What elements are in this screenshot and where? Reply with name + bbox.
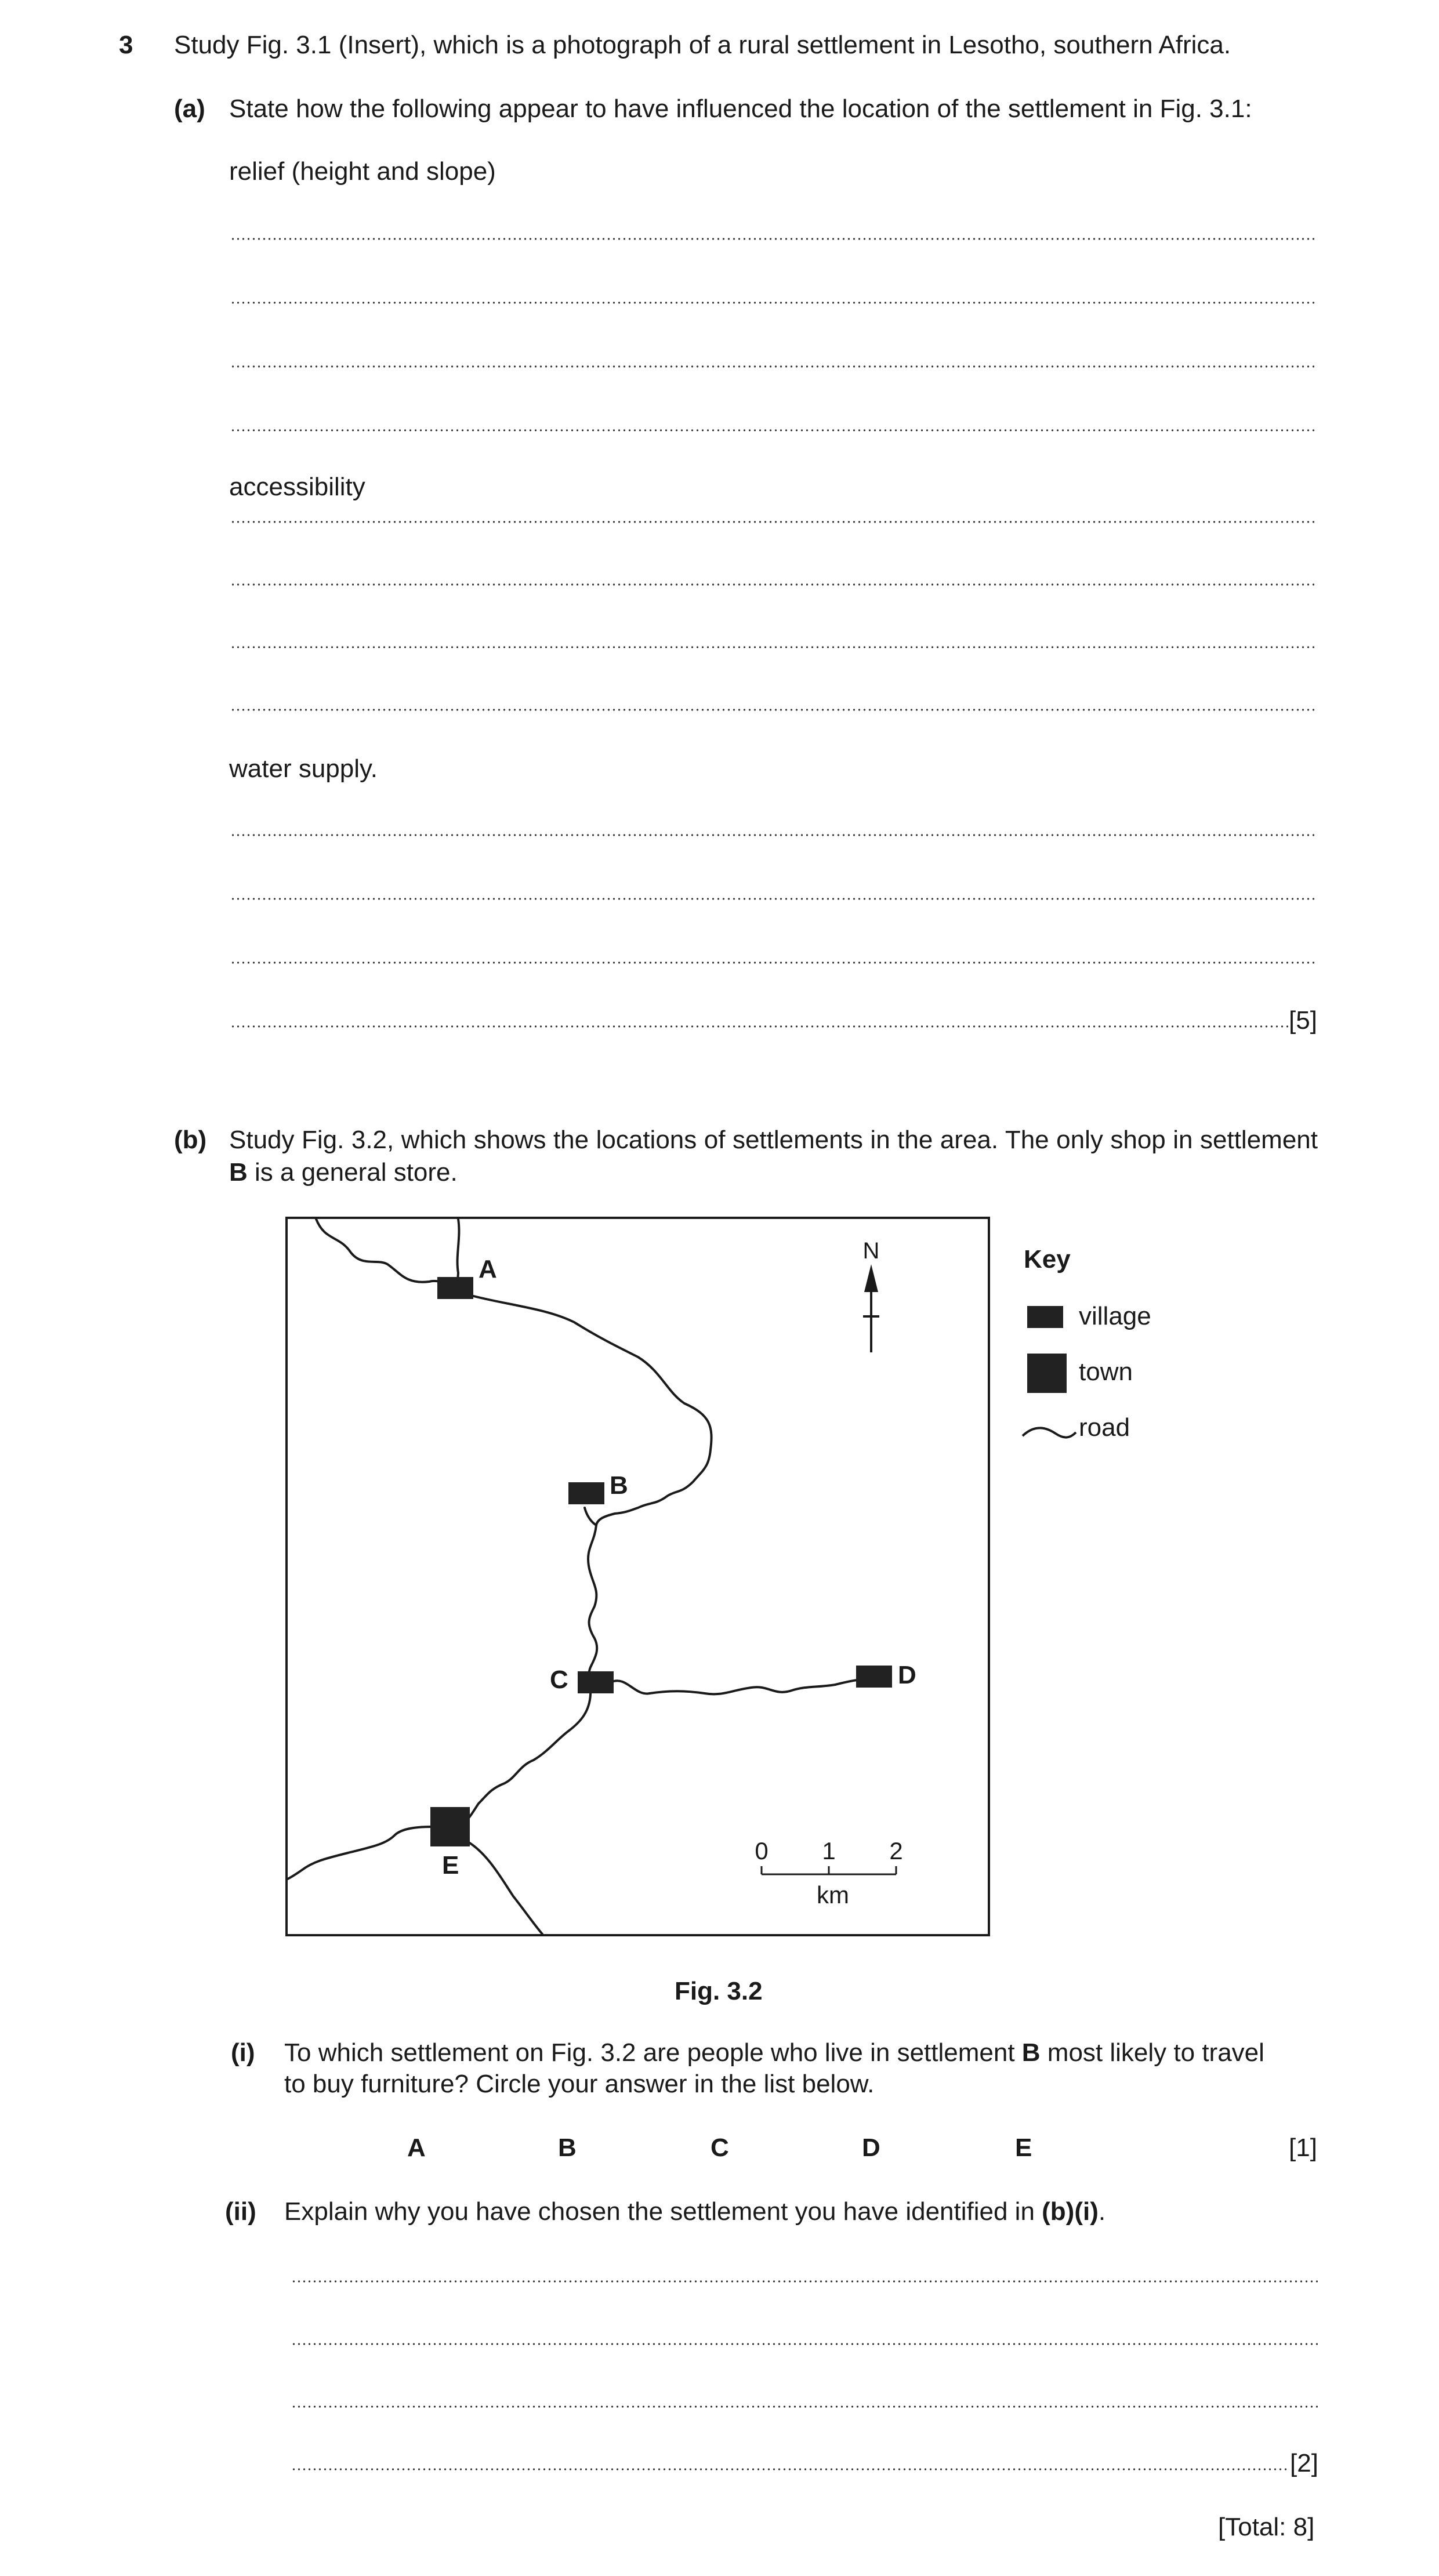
scale-unit: km [817, 1881, 849, 1909]
question-number: 3 [119, 31, 133, 59]
sub-i-text-2: most likely to travel [1040, 2038, 1264, 2067]
map-label-b: B [610, 1471, 628, 1500]
key-town-symbol [1027, 1354, 1067, 1393]
sub-i-question-line-2: to buy furniture? Circle your answer in the list below. [284, 2070, 875, 2098]
map-label-a: A [479, 1255, 497, 1283]
part-b-prompt-text-2: is a general store. [247, 1158, 458, 1187]
answer-line-b-2[interactable] [291, 2343, 1318, 2345]
scale-tick-0: 0 [755, 1837, 769, 1864]
sub-ii-text-bold: (b)(i) [1042, 2197, 1099, 2226]
sub-i-label: (i) [231, 2038, 255, 2067]
factor-relief: relief (height and slope) [229, 157, 496, 186]
key-village-label: village [1079, 1302, 1151, 1330]
option-b[interactable]: B [558, 2134, 577, 2162]
map-label-c: C [550, 1666, 568, 1694]
map-label-d: D [898, 1661, 916, 1689]
village-marker-d [856, 1666, 892, 1688]
sub-ii-text-2: . [1098, 2197, 1106, 2226]
key-town-label: town [1079, 1358, 1133, 1386]
option-a[interactable]: A [407, 2134, 426, 2162]
sub-i-text-bold: B [1021, 2038, 1041, 2067]
key-village-symbol [1027, 1306, 1063, 1328]
map-frame [287, 1218, 989, 1935]
part-b-prompt-bold: B [229, 1158, 248, 1187]
road-c-to-e [463, 1689, 590, 1824]
north-arrow [863, 1264, 879, 1352]
key-road-label: road [1079, 1413, 1130, 1442]
north-label: N [862, 1238, 880, 1264]
part-a-marks: [5] [1289, 1006, 1317, 1035]
option-e[interactable]: E [1015, 2134, 1032, 2162]
key-road-symbol [1023, 1428, 1076, 1437]
road-b-to-c [588, 1525, 597, 1677]
sub-ii-question [284, 2196, 1105, 2228]
factor-accessibility: accessibility [229, 473, 365, 501]
sub-i-question-line-1 [284, 2037, 1318, 2069]
sub-i-text-1: To which settlement on Fig. 3.2 are people who live in settlement [284, 2038, 1022, 2067]
figure-caption: Fig. 3.2 [675, 1977, 763, 2005]
sub-ii-marks: [2] [1290, 2449, 1318, 2477]
option-c[interactable]: C [711, 2134, 729, 2162]
key-title: Key [1024, 1245, 1071, 1274]
answer-line-b-4[interactable] [291, 2468, 1290, 2470]
answer-line-b-1[interactable] [291, 2280, 1318, 2283]
road-c-to-d [612, 1680, 857, 1694]
scale-tick-1: 1 [822, 1837, 836, 1864]
part-a-prompt: State how the following appear to have influenced the location of the settlement in Fig. 3.1: [229, 95, 1252, 123]
sub-ii-label: (ii) [225, 2197, 256, 2226]
scale-tick-2: 2 [889, 1837, 903, 1864]
town-marker-e [430, 1807, 470, 1846]
scale-bar [762, 1866, 896, 1874]
total-marks: [Total: 8] [1218, 2513, 1315, 2541]
village-marker-c [578, 1671, 614, 1693]
sub-i-marks: [1] [1289, 2134, 1317, 2162]
option-d[interactable]: D [862, 2134, 880, 2162]
part-a-label: (a) [174, 95, 205, 123]
road-b-stub [585, 1508, 596, 1525]
question-intro: Study Fig. 3.1 (Insert), which is a photograph of a rural settlement in Lesotho, southern Africa. [174, 31, 1231, 59]
map-label-e: E [442, 1851, 459, 1880]
road-e-west [288, 1827, 432, 1879]
road-northwest [316, 1219, 455, 1289]
road-e-south [467, 1841, 542, 1934]
answer-line-b-3[interactable] [291, 2406, 1318, 2408]
village-marker-a [437, 1277, 473, 1299]
village-marker-b [568, 1482, 604, 1504]
sub-ii-text-1: Explain why you have chosen the settlement you have identified in [284, 2197, 1042, 2226]
part-b-label: (b) [174, 1126, 207, 1154]
part-b-prompt-text-1: Study Fig. 3.2, which shows the locations of settlements in the area. The only shop in settlement [229, 1126, 1318, 1154]
factor-water-supply: water supply. [229, 754, 378, 783]
